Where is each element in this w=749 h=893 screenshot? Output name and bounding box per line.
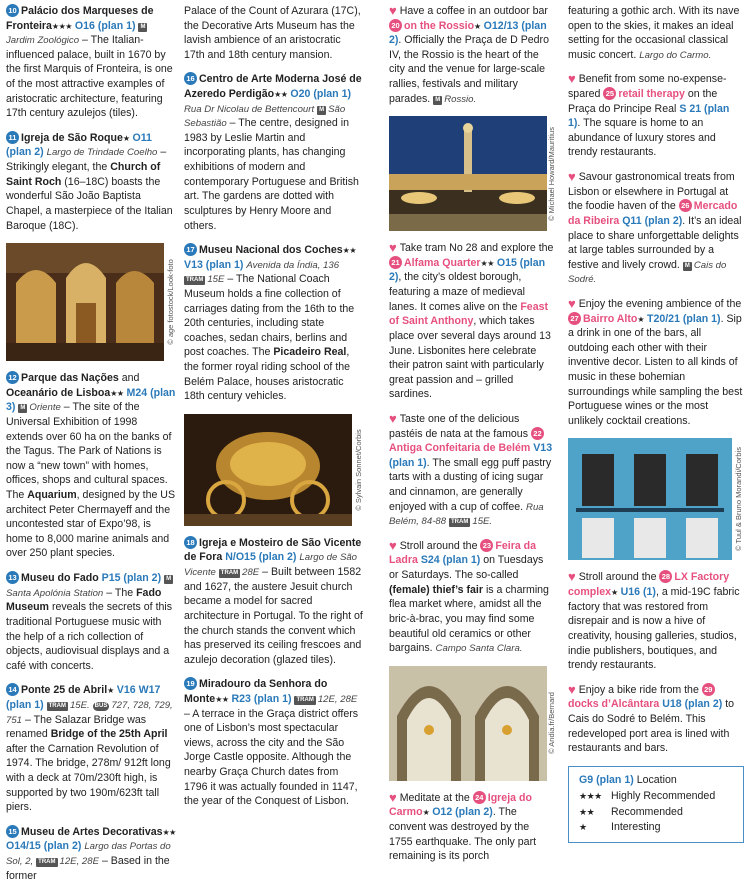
entry-17 (184, 243, 364, 404)
tram-icon: TRAM (451, 519, 469, 526)
column-4 (568, 4, 744, 843)
golden-coach-image (184, 414, 352, 526)
star-rating: ★ (474, 21, 481, 31)
entry-text: Enjoy the evening ambience of the (578, 297, 742, 310)
map-reference[interactable]: M24 (plan 3) (6, 386, 176, 414)
entry-title: Parque das Nações (21, 372, 119, 385)
star-rating: ★★ (274, 90, 288, 100)
entry-text: – The centre, designed in 1983 by Leslie Martin and incorporating plants, has changing exhibitions of modern and contemporary Portuguese and British art. The gardens are dotted with sculptures by Henry Moore and others. (184, 117, 359, 232)
metro-icon: M (684, 262, 690, 269)
rossio-square-photo (389, 116, 555, 231)
map-reference[interactable]: U16 (1) (620, 586, 656, 599)
entry-27 (568, 297, 744, 428)
star-rating: ★ (122, 133, 130, 143)
entry-highlight: (female) thief’s fair (389, 583, 483, 596)
location-text: Jardim Zoológico (6, 35, 80, 47)
location-text: 12E, 28E (317, 693, 358, 705)
entry-text: – Based in the former (6, 855, 170, 882)
legend-label: Highly Recommended (611, 789, 716, 802)
star-rating: ★★ (215, 694, 229, 704)
legend-map-reference: G9 (plan 1) (579, 773, 634, 786)
entry-title: Feira da Ladra (389, 539, 537, 567)
map-reference[interactable]: Q11 (plan 2) (622, 214, 683, 227)
tiled-facade-image (568, 438, 732, 560)
location-text: Largo de São Vicente (184, 552, 358, 579)
photo-credit: © age fotostock/Look-foto (165, 259, 175, 345)
entry-number: 16 (184, 72, 197, 85)
entry-text: on Tuesdays or Saturdays. The so-called (389, 554, 544, 582)
photo-credit: © Michael Howard/Mauritius (546, 126, 556, 221)
column-3 (389, 4, 555, 874)
entry-text: (16–18C) boasts the wonderful São João Baptista Chapel, a masterpiece of the Italian Baroque (18C). (6, 175, 173, 232)
entry-number: 26 (679, 199, 692, 212)
heart-icon: ♥ (389, 3, 397, 18)
entry-text: – The National Coach Museum holds a fine collection of carriages dating from the 16th to the 20th centuries, including state coaches, sedan chairs, berlins and post coaches. The (184, 273, 355, 359)
entry-text: Have a coffee in an outdoor bar (399, 5, 548, 17)
entry-15 (6, 825, 176, 883)
entry-number: 14 (6, 683, 19, 696)
entry-text: Take tram No 28 and explore the (399, 242, 554, 255)
tiled-facade-photo (568, 438, 744, 560)
column-2 (184, 4, 364, 819)
entry-19 (184, 677, 364, 808)
entry-highlight: Aquarium (27, 489, 77, 502)
entry-text: , the city’s oldest borough, featuring a maze of medieval lanes. It comes alive on the (389, 271, 526, 313)
map-reference[interactable]: S 21 (plan 1) (568, 102, 730, 130)
map-reference[interactable]: O12/13 (plan 2) (389, 19, 547, 47)
location-text: 28E (242, 567, 260, 579)
entry-number: 10 (6, 4, 19, 17)
star-rating: ★★★ (51, 21, 72, 31)
location-text: Rua Belém, 84-88 (389, 501, 544, 528)
map-reference[interactable]: V13 (plan 1) (184, 258, 244, 271)
entry-title: Ponte 25 de Abril (21, 684, 108, 697)
entry-number: 12 (6, 371, 19, 384)
entry-title: retail therapy (618, 88, 685, 101)
entry-number: 27 (568, 312, 581, 325)
entry-11 (6, 131, 176, 233)
location-text: Cais do Sodré. (568, 259, 727, 286)
star-rating: ★★ (110, 388, 124, 398)
column-1 (6, 4, 176, 893)
map-reference[interactable]: R23 (plan 1) (231, 692, 292, 705)
entry-title: Bairro Alto (583, 312, 638, 325)
entry-text: – The site of the Universal Exhibition of 1998 extends over 60 ha on the banks of the Tagus. The Park of Nations is now a “new town” with homes, offices, shops and cultural spaces. The (6, 401, 172, 502)
location-text: Largo do Carmo. (639, 49, 712, 61)
entry-conjunction: and (121, 372, 140, 385)
entry-text: after the Carnation Revolution of 1974. The bridge, 278m/ 912ft long with a deck at 70m/230ft high, is supported by two 190m/623ft tall piers. (6, 742, 171, 814)
map-reference[interactable]: O11 (plan 2) (6, 131, 152, 159)
entry-text: to Cais do Sodré to Belém. This redeveloped port area is lined with restaurants and bars. (568, 698, 735, 755)
carmo-arches-image (389, 666, 547, 781)
entry-highlight: Bridge of the 25th April (50, 728, 168, 741)
entry-14 (6, 683, 176, 814)
entry-13 (6, 571, 176, 673)
star-rating: ★★ (162, 827, 176, 837)
entry-number: 19 (184, 677, 197, 690)
entry-text: , a mid-19C fabric factory that was restored from disrepair and is now a hive of creativity, housing galleries, studios, indie publishers, boutiques, and trendy restaurants. (568, 586, 740, 672)
entry-text: – Strikingly elegant, the (6, 146, 167, 174)
metro-icon: M (140, 23, 146, 30)
entry-highlight: Church of Saint Roch (6, 161, 161, 188)
entry-number: 25 (603, 87, 616, 100)
entry-21 (389, 241, 555, 402)
entry-number: 28 (659, 570, 672, 583)
entry-text: , which takes place over several days around 13 June. Lisbonites here celebrate their patron saint with particularly great passion and – grilled sardines. (389, 315, 551, 401)
location-text: 12E, 28E (59, 856, 99, 868)
map-reference[interactable]: O20 (plan 1) (290, 88, 352, 101)
legend-box (568, 766, 744, 844)
heart-icon: ♥ (568, 681, 576, 697)
entry-text: . Officially the Praça de D Pedro IV, the Rossio is the heart of the city and the venue for large-scale rallies, festivals and military parades. (389, 34, 549, 105)
entry-highlight: Picadeiro Real (273, 346, 347, 359)
location-text: 15E. (472, 516, 493, 528)
entry-22 (389, 412, 555, 529)
entry-28 (568, 570, 744, 672)
entry-number: 11 (6, 131, 19, 144)
entry-text: . The convent was destroyed by the 1755 earthquake. The only part remaining is its porch (389, 806, 537, 863)
photo-credit: © Tuul & Bruno Morandi/Corbis (733, 447, 743, 552)
entry-16 (184, 72, 364, 233)
church-interior-photo (6, 243, 176, 361)
heart-icon: ♥ (568, 295, 576, 311)
entry-number: 17 (184, 243, 197, 256)
entry-highlight: Fado Museum (6, 586, 162, 614)
metro-icon: M (319, 106, 325, 113)
location-text: Rossio. (444, 93, 477, 105)
legend-label: Recommended (611, 805, 683, 818)
tram-icon: TRAM (38, 859, 56, 866)
entry-18 (184, 536, 364, 667)
entry-highlight: Feast of Saint Anthony (389, 300, 549, 328)
entry-23 (389, 539, 555, 656)
entry-text: – The (106, 586, 134, 599)
entry-24-continued (568, 4, 744, 62)
star-rating: ★★ (579, 806, 595, 817)
entry-15-continued (184, 4, 364, 62)
map-reference[interactable]: N/O15 (plan 2) (225, 551, 297, 564)
location-text: 727, 728, 729, 751 (6, 699, 173, 726)
entry-number: 18 (184, 536, 197, 549)
legend-location-label: Location (636, 773, 677, 786)
entry-number: 23 (480, 539, 493, 552)
legend-label: Interesting (611, 821, 661, 834)
entry-title: Igreja e Mosteiro de São Vicente de Fora (184, 536, 362, 564)
location-text: São Sebastião (184, 103, 346, 130)
entry-title: Centro de Arte Moderna José de Azeredo Perdigão (184, 73, 362, 101)
entry-title: Museu do Fado (21, 572, 99, 585)
entry-24 (389, 791, 555, 864)
entry-20 (389, 4, 555, 106)
location-text: Avenida da Índia, 136 (246, 259, 340, 271)
entry-text: Benefit from some no-expense-spared (568, 73, 727, 101)
entry-title: Museu Nacional dos Coches (199, 244, 343, 257)
entry-title: Alfama Quarter (404, 256, 481, 269)
map-reference[interactable]: V16 W17 (plan 1) (6, 684, 161, 711)
entry-text: is a charming flea market where, amidst all the bric-à-brac, you may find some beautiful old ceramics or other bargains. (389, 583, 549, 655)
location-text: Largo das Portas do Sol, 2, (6, 841, 171, 868)
carmo-arches-photo (389, 666, 555, 781)
location-text: 15E (207, 274, 225, 286)
entry-text: on the Praça do Principe Real (568, 88, 718, 115)
entry-text: Meditate at the (399, 791, 470, 804)
entry-number: 15 (6, 825, 19, 838)
legend-row (579, 805, 733, 821)
entry-25 (568, 72, 744, 160)
map-reference[interactable]: U18 (plan 2) (662, 698, 723, 711)
entry-title-2: Oceanário de Lisboa (6, 386, 111, 399)
bus-icon: BUS (94, 702, 108, 709)
tram-icon: TRAM (220, 570, 239, 577)
entry-text: – A terrace in the Graça district offers one of Lisbon’s most spectacular views, across the city and the São Jorge Castle opposite. Although the nearby Graça Church dates from 1796 it was actually founded in 1147, the year of the Conquest of Lisbon. (184, 707, 359, 808)
entry-text: Stroll around the (399, 539, 478, 552)
heart-icon: ♥ (389, 789, 397, 805)
location-text: Rua Dr Nicolau de Bettencourt (184, 103, 315, 115)
location-text: Oriente (29, 402, 61, 414)
star-rating: ★ (579, 822, 587, 833)
tram-icon: TRAM (186, 277, 204, 284)
entry-title: Museu de Artes Decorativas (21, 825, 163, 838)
heart-icon: ♥ (568, 71, 576, 87)
entry-text: – The Italian-influenced palace, built in 1670 by the first Marquis of Fronteira, is one of the most attractive examples of aristocratic architecture, featuring 17th century azulejos (tiles). (6, 34, 173, 120)
map-reference[interactable]: O16 (plan 1) (74, 19, 136, 32)
metro-icon: M (166, 576, 172, 583)
rossio-square-image (389, 116, 547, 231)
entry-text: Taste one of the delicious pastéis de nata at the famous (389, 412, 528, 440)
entry-text: . Sip a drink in one of the bars, all outdoing each other with their inventive decor. Listen to all kinds of music in these bohemian surroundings while sampling the best Portuguese wines or the most unlikely cocktail creations. (568, 312, 743, 427)
star-rating: ★★ (480, 258, 494, 268)
entry-29 (568, 683, 744, 756)
legend-row (579, 820, 733, 836)
map-reference[interactable]: O14/15 (plan 2) (6, 840, 82, 853)
entry-title: Palácio dos Marqueses de Fronteira (6, 5, 154, 32)
entry-number: 22 (531, 427, 544, 440)
entry-title: Antiga Confeitaria de Belém (389, 442, 531, 455)
entry-number: 21 (389, 256, 402, 269)
entry-text: – The Salazar Bridge was renamed (6, 713, 147, 741)
entry-title: docks d’Alcântara (568, 698, 660, 711)
entry-number: 29 (702, 683, 715, 696)
entry-text: . It’s an ideal place to share unforgettable delights at large tables surrounded by a festive and lively crowd. (568, 214, 742, 271)
entry-text: Savour gastronomical treats from Lisbon or elsewhere in Portugal at the foodie haven of the (568, 171, 735, 213)
entry-text: . The small egg puff pastry tarts with a dusting of icing sugar and cinnamon, are generally enjoyed with a cup of coffee. (389, 456, 552, 513)
map-reference[interactable]: P15 (plan 2) (101, 572, 162, 585)
entry-title: Mercado da Ribeira (568, 200, 738, 227)
entry-text: . The square is home to an abundance of luxury stores and trendy restaurants. (568, 117, 716, 159)
location-text: Largo de Trindade Coelho (46, 147, 158, 159)
entry-title: Igreja do Carmo (389, 791, 532, 819)
heart-icon: ♥ (568, 569, 576, 585)
entry-12 (6, 371, 176, 561)
entry-number: 13 (6, 571, 19, 584)
heart-icon: ♥ (568, 169, 576, 185)
entry-text: Palace of the Count of Azurara (17C), the Decorative Arts Museum has the lavish ambience of an aristocratic 17th and 18th century mansion. (184, 5, 361, 61)
star-rating: ★ (107, 686, 114, 696)
metro-icon: M (20, 405, 26, 412)
star-rating: ★ (637, 314, 645, 324)
entry-text: , designed by the US architect Peter Chermayeff and the uncontested star of Expo’98, is home to 8,000 marine animals and over 250 plant species. (6, 489, 176, 560)
entry-title: LX Factory complex (568, 571, 730, 599)
entry-text: Stroll around the (578, 571, 657, 584)
map-reference[interactable]: O15 (plan 2) (389, 256, 546, 284)
photo-credit: © Sylvain Sonnet/Corbis (353, 429, 363, 511)
map-reference[interactable]: V13 (plan 1) (389, 442, 553, 469)
entry-title: on the Rossio (404, 19, 475, 32)
map-reference[interactable]: T20/21 (plan 1) (646, 312, 721, 325)
legend-row (579, 789, 733, 805)
tram-icon: TRAM (48, 702, 66, 709)
star-rating: ★★★ (579, 790, 602, 801)
heart-icon: ♥ (389, 410, 397, 426)
metro-icon: M (435, 96, 441, 103)
entry-text: featuring a gothic arch. With its nave open to the skies, it makes an ideal setting for the occasional classical music concert. (568, 5, 740, 61)
entry-number: 24 (473, 791, 486, 804)
heart-icon: ♥ (389, 537, 397, 553)
legend-location-row (579, 773, 733, 789)
entry-text: – Built between 1582 and 1627, the austere Jesuit church became a model for sacred architecture in Portugal. To the right of the church stands the convent which has preserved its ceiling frescoes and azulejo decoration (glazed tiles). (184, 566, 363, 666)
location-text: Campo Santa Clara. (435, 643, 523, 655)
entry-text: , the former royal riding school of the Belém Palace, houses aristocratic 18th century vehicles. (184, 346, 351, 403)
tram-icon: TRAM (296, 696, 314, 703)
church-interior-image (6, 243, 164, 361)
entry-text: reveals the secrets of this traditional Portuguese music with the help of a rich collection of objects, audiovisual displays and a café with concerts. (6, 601, 173, 672)
photo-credit: © Andia.fr/Bernard (546, 692, 556, 755)
star-rating: ★★ (342, 246, 356, 256)
entry-26 (568, 170, 744, 287)
map-reference[interactable]: S24 (plan 1) (420, 554, 481, 567)
entry-text: Enjoy a bike ride from the (578, 683, 699, 696)
map-reference[interactable]: O12 (plan 2) (432, 806, 493, 819)
star-rating: ★ (610, 588, 618, 598)
location-text: Santa Apolónia Station (6, 587, 104, 599)
heart-icon: ♥ (389, 240, 397, 256)
entry-number: 20 (389, 19, 402, 32)
entry-title: Igreja de São Roque (21, 131, 123, 144)
entry-title: Miradouro da Senhora do Monte (184, 678, 328, 705)
entry-10 (6, 4, 176, 121)
location-text: 15E. (69, 699, 90, 711)
star-rating: ★ (422, 808, 430, 818)
golden-coach-photo (184, 414, 364, 526)
